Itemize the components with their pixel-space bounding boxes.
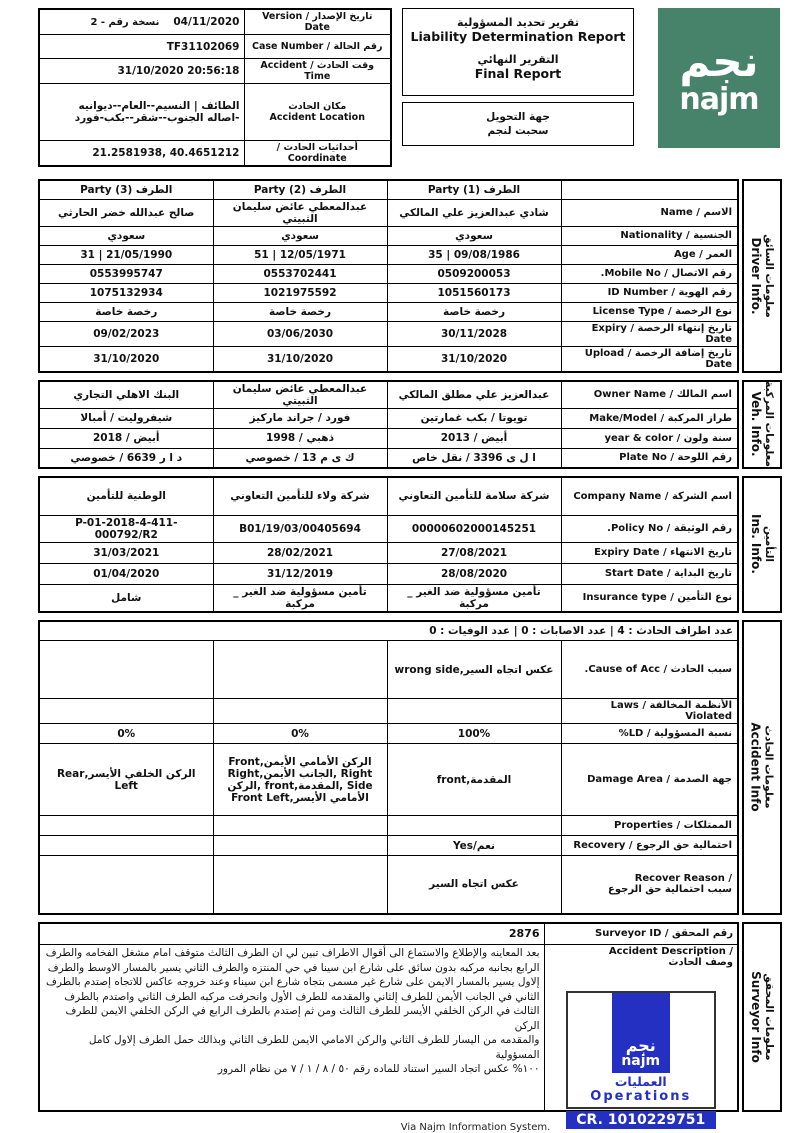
najm-logo-english-wordmark: najm (679, 82, 759, 117)
vehicle-plate-no-party3: د ا ر 6639 / خصوصي (39, 448, 213, 468)
accident-properties-party1 (387, 816, 561, 836)
accident-properties-party3 (39, 816, 213, 836)
transfer-box (402, 102, 634, 146)
accident-recover-reason-party1: عكس اتجاه السير (387, 856, 561, 914)
vehicle-caption-english: Veh. Info. (749, 391, 764, 457)
version-copy-number: نسخة رقم - 2 (90, 17, 160, 28)
accident-description-line: الثالث في الركن الخلفي الأيسر للطرف الثالث ومن ثم إصتدم بالطرف الرابع في الركن الخلفي الايمن للطرف الركن (65, 1005, 540, 1032)
footer-text: Via Najm Information System. (400, 1121, 551, 1133)
driver-caption-arabic: معلومات السائق (763, 233, 775, 318)
case-info-label-line: رقم الحالة / Case Number (252, 41, 383, 52)
accident-ld-percent-label: نسبة المسؤولية / LD% (561, 724, 738, 744)
insurance-start-date-row (39, 563, 738, 584)
case-info-table (38, 8, 392, 167)
accident-cause-row (39, 641, 738, 699)
driver-license-expiry-party1: 30/11/2028 (387, 321, 561, 346)
accident-laws-violated-party2 (213, 699, 387, 724)
driver-nationality-row (39, 226, 738, 245)
accident-description-line: بعد المعاينه والإطلاع والاستماع الى أقوال الاطراف تبين لي ان الطرف الثالث متوقف امام مشغل الفخامه والطرف (45, 947, 540, 959)
driver-nationality-party3: سعودي (39, 226, 213, 245)
accident-laws-violated-row (39, 699, 738, 724)
accident-recover-reason-party3 (39, 856, 213, 914)
vehicle-info-caption (742, 380, 782, 470)
accident-ld-percent-party3: 0% (39, 724, 213, 744)
insurance-company-name-party1: شركة سلامة للتأمين التعاوني (387, 477, 561, 515)
vehicle-info-table (38, 380, 739, 470)
insurance-info-table (38, 476, 739, 613)
driver-caption-english: Driver Info. (749, 237, 763, 315)
report-subtitle-english: Final Report (474, 66, 562, 81)
accident-description-label-arabic: وصف الحادث (668, 957, 733, 968)
insurance-info-caption (742, 476, 782, 613)
driver-age-party1: 35 | 09/08/1986 (387, 245, 561, 264)
surveyor-caption-english: Surveyor Info (749, 970, 764, 1063)
driver-age-row (39, 245, 738, 264)
party-header-empty (561, 180, 738, 199)
driver-mobile-row (39, 264, 738, 283)
vehicle-owner-name-party1: عبدالعزيز علي مطلق المالكي (387, 381, 561, 409)
accident-damage-area-label: جهة الصدمة / Damage Area (561, 744, 738, 816)
insurance-company-name-label: اسم الشركة / Company Name (561, 477, 738, 515)
accident-info-section (38, 620, 780, 915)
insurance-ins-expiry-party2: 28/02/2021 (213, 542, 387, 563)
report-title-english: Liability Determination Report (410, 29, 626, 44)
report-title-arabic: تقرير تحديد المسؤولية (457, 16, 579, 29)
accident-recover-reason-row (39, 856, 738, 914)
vehicle-make-model-party2: فورد / جراند ماركيز (213, 408, 387, 428)
vehicle-caption-arabic: معلومات المركبة (763, 381, 776, 468)
vehicle-make-model-label: طراز المركبة / Make/Model (561, 408, 738, 428)
driver-upload-date-party2: 31/10/2020 (213, 346, 387, 372)
driver-upload-date-row (39, 346, 738, 372)
najm-logo (658, 8, 780, 148)
insurance-policy-no-party1: 00000602000145251 (387, 515, 561, 542)
accident-caption-arabic: معلومات الحادث (763, 725, 776, 809)
driver-mobile-party2: 0553702441 (213, 264, 387, 283)
insurance-policy-no-party2: B01/19/03/00405694 (213, 515, 387, 542)
insurance-ins-expiry-label: تاريخ الانتهاء / Expiry Date (561, 542, 738, 563)
accident-counts-row (39, 621, 738, 641)
vehicle-owner-name-label: اسم المالك / Owner Name (561, 381, 738, 409)
accident-description-line: والمقدمه من اليسار للطرف الثاني والركن الامامي الايمن للطرف الثاني وبذالك حمل الطرف إلاول كامل المسؤولية (88, 1034, 540, 1061)
insurance-company-name-party2: شركة ولاء للتأمين التعاوني (213, 477, 387, 515)
driver-id-number-label: رقم الهوية / ID Number (561, 283, 738, 302)
accident-description-line: الرابع بجانبه مركبه بدون سائق على شارع ابن سينا في حي المنتزه والطرف الثاني يسير بالمسار الاوسط والطرف (47, 961, 540, 974)
insurance-ins-expiry-row (39, 542, 738, 563)
vehicle-owner-name-party3: البنك الاهلي التجاري (39, 381, 213, 409)
party3-header: الطرف (3) Party (39, 180, 213, 199)
insurance-caption-arabic: التأمين (763, 526, 776, 563)
case-info-row (39, 141, 391, 167)
accident-description-label-cell (544, 945, 738, 1128)
accident-damage-area-party3: الركن الخلفي الأيسر,Rear Left (39, 744, 213, 816)
stamp-najm-english: najm (621, 1053, 661, 1069)
vehicle-year-color-row (39, 428, 738, 448)
accident-info-table (38, 620, 739, 915)
case-info-label (244, 59, 391, 84)
accident-caption-english: Accident Info (749, 722, 764, 812)
accident-laws-violated-party1 (387, 699, 561, 724)
stamp-najm-arabic: نجم (625, 1036, 656, 1055)
driver-name-party1: شادي عبدالعزيز علي المالكي (387, 199, 561, 226)
accident-properties-label: الممتلكات / Properties (561, 816, 738, 836)
accident-damage-area-row (39, 744, 738, 816)
vehicle-year-color-party2: ذهبي / 1998 (213, 428, 387, 448)
stamp-operations-english: Operations (590, 1089, 692, 1104)
case-info-label-line: أحداثيات الحادث / Coordinate (276, 142, 358, 164)
driver-age-party3: 31 | 21/05/1990 (39, 245, 213, 264)
insurance-info-section (38, 476, 780, 613)
report-title-area (402, 8, 634, 146)
driver-upload-date-party1: 31/10/2020 (387, 346, 561, 372)
accident-recovery-label: احتمالية حق الرجوع / Recovery (561, 836, 738, 856)
stamp-cr-number: CR. 1010229751 (566, 1111, 716, 1129)
driver-license-type-party3: رخصة خاصة (39, 302, 213, 321)
surveyor-id-value: 2876 (39, 923, 544, 945)
accident-cause-party3 (39, 641, 213, 699)
insurance-company-name-party3: الوطنية للتأمين (39, 477, 213, 515)
accident-properties-row (39, 816, 738, 836)
accident-ld-percent-row (39, 724, 738, 744)
accident-recovery-party3 (39, 836, 213, 856)
vehicle-year-color-label: سنة ولون / year & color (561, 428, 738, 448)
driver-age-label: العمر / Age (561, 245, 738, 264)
vehicle-owner-name-party2: عبدالمعطي عائض سليمان الثبيتي (213, 381, 387, 409)
driver-upload-date-label: تاريخ إضافة الرخصة / Upload Date (561, 346, 738, 372)
case-info-value: TF31102069 (39, 35, 244, 59)
case-info-label (244, 84, 391, 141)
accident-cause-party1: عكس اتجاه السير,wrong side (387, 641, 561, 699)
case-info-row (39, 35, 391, 59)
driver-age-party2: 51 | 12/05/1971 (213, 245, 387, 264)
accident-description-line: الثاني في الجانب الأيمن للطرف إلثاني والمقدمه للطرف الأول وانحرفت مركبه الطرف الثاني واصتدم بالطرف (64, 990, 540, 1003)
vehicle-year-color-party1: أبيض / 2013 (387, 428, 561, 448)
vehicle-plate-no-party1: ا ل ى 3396 / نقل خاص (387, 448, 561, 468)
driver-license-type-party1: رخصة خاصة (387, 302, 561, 321)
case-info-label-line: وقت الحادث / Accident Time (260, 60, 375, 82)
insurance-policy-no-party3: P-01-2018-4-411-000792/R2 (39, 515, 213, 542)
case-info-label-line: مكان الحادث (288, 101, 347, 112)
accident-description-label-english: Accident Description / (608, 946, 733, 957)
driver-name-row (39, 199, 738, 226)
vehicle-year-color-party3: أبيض / 2018 (39, 428, 213, 448)
report-header (38, 8, 780, 167)
driver-license-type-row (39, 302, 738, 321)
version-date-value: 04/11/2020 (173, 16, 240, 28)
driver-name-party2: عبدالمعطي عائض سليمان الثبيتي (213, 199, 387, 226)
case-info-row (39, 59, 391, 84)
surveyor-id-row (39, 923, 738, 945)
accident-recover-reason-party2 (213, 856, 387, 914)
insurance-ins-expiry-party3: 31/03/2021 (39, 542, 213, 563)
insurance-insurance-type-party3: شامل (39, 584, 213, 612)
case-info-value: 31/10/2020 20:56:18 (39, 59, 244, 84)
insurance-start-date-party2: 31/12/2019 (213, 563, 387, 584)
stamp-operations-arabic: العمليات (614, 1074, 667, 1089)
driver-nationality-party1: سعودي (387, 226, 561, 245)
accident-laws-violated-label: الأنظمة المخالفة / Laws Violated (561, 699, 738, 724)
accident-recover-reason-label-arabic: سبب احتمالية حق الرجوع (608, 884, 732, 896)
case-info-label (244, 35, 391, 59)
party2-header: الطرف (2) Party (213, 180, 387, 199)
driver-nationality-party2: سعودي (213, 226, 387, 245)
driver-id-number-party1: 1051560173 (387, 283, 561, 302)
driver-mobile-party1: 0509200053 (387, 264, 561, 283)
insurance-start-date-party1: 28/08/2020 (387, 563, 561, 584)
case-info-row (39, 9, 391, 35)
accident-cause-party2 (213, 641, 387, 699)
accident-ld-percent-party1: 100% (387, 724, 561, 744)
driver-name-label: الاسم / Name (561, 199, 738, 226)
vehicle-info-section (38, 380, 780, 470)
case-info-label (244, 9, 391, 35)
driver-id-number-party3: 1075132934 (39, 283, 213, 302)
driver-license-expiry-label: تاريخ إنتهاء الرخصة / Expiry Date (561, 321, 738, 346)
report-title-box (402, 8, 634, 96)
vehicle-plate-no-row (39, 448, 738, 468)
accident-damage-area-party1: المقدمة,front (387, 744, 561, 816)
driver-info-table (38, 179, 739, 373)
vehicle-plate-no-label: رقم اللوحة / Plate No (561, 448, 738, 468)
accident-properties-party2 (213, 816, 387, 836)
surveyor-id-label: رقم المحقق / Surveyor ID (544, 923, 738, 945)
insurance-insurance-type-row (39, 584, 738, 612)
accident-description-text (39, 945, 544, 1111)
case-info-value: الطائف | النسيم--العام--ديوانيه -اصاله الجنوب--شقر--بكب-فورد (39, 84, 244, 141)
surveyor-info-caption (742, 922, 782, 1112)
accident-recovery-row (39, 836, 738, 856)
insurance-caption-english: Ins. Info. (749, 514, 764, 575)
insurance-policy-no-label: رقم الوثيقة / Policy No. (561, 515, 738, 542)
driver-license-expiry-row (39, 321, 738, 346)
accident-laws-violated-party3 (39, 699, 213, 724)
najm-stamp-logo (612, 993, 670, 1073)
driver-info-section (38, 179, 780, 373)
case-info-label (244, 141, 391, 167)
accident-recovery-party2 (213, 836, 387, 856)
insurance-insurance-type-party1: تأمين مسؤولية ضد الغير _ مركبة (387, 584, 561, 612)
accident-counts: عدد اطراف الحادث : 4 | عدد الاصابات : 0 | عدد الوفيات : 0 (39, 621, 738, 641)
accident-info-caption (742, 620, 782, 915)
case-info-value (39, 9, 244, 35)
vehicle-make-model-party3: شيفروليت / أمبالا (39, 408, 213, 428)
vehicle-make-model-row (39, 408, 738, 428)
insurance-policy-no-row (39, 515, 738, 542)
accident-recover-reason-label (561, 856, 738, 914)
accident-description-line: إلاول يسير بالمسار الايمن على شارع غير مسمى بتجاه شارع ابن سيناء وعند خروجه عاكس للاتجاه إصتدم بالطرف (46, 976, 540, 988)
insurance-ins-expiry-party1: 27/08/2021 (387, 542, 561, 563)
accident-description-row (39, 945, 738, 1111)
report-subtitle-arabic: التقرير النهائي (477, 53, 559, 66)
driver-upload-date-party3: 31/10/2020 (39, 346, 213, 372)
insurance-insurance-type-party2: تأمين مسؤولية ضد الغير _ مركبة (213, 584, 387, 612)
insurance-start-date-party3: 01/04/2020 (39, 563, 213, 584)
driver-id-number-row (39, 283, 738, 302)
case-info-row (39, 84, 391, 141)
driver-mobile-party3: 0553995747 (39, 264, 213, 283)
insurance-company-name-row (39, 477, 738, 515)
driver-info-caption (742, 179, 782, 373)
driver-id-number-party2: 1021975592 (213, 283, 387, 302)
case-info-value: 21.2581938, 40.4651212 (39, 141, 244, 167)
driver-license-type-label: نوع الرخصة / License Type (561, 302, 738, 321)
vehicle-owner-name-row (39, 381, 738, 409)
driver-license-expiry-party3: 09/02/2023 (39, 321, 213, 346)
accident-ld-percent-party2: 0% (213, 724, 387, 744)
surveyor-caption-arabic: معلومات المحقق (763, 972, 776, 1061)
transfer-value: سحبت لنجم (487, 125, 549, 137)
driver-mobile-label: رقم الاتصال / Mobile No. (561, 264, 738, 283)
driver-name-party3: صالح عبدالله خضر الحارثي (39, 199, 213, 226)
vehicle-make-model-party1: تويوتا / بكب غمارتين (387, 408, 561, 428)
accident-cause-label: سبب الحادث / Cause of Acc. (561, 641, 738, 699)
transfer-label: جهة التحويل (486, 111, 550, 123)
insurance-start-date-label: تاريخ البداية / Start Date (561, 563, 738, 584)
accident-damage-area-party2: الركن الأمامي الأيمن,Front Right ,الجانب الأيمن,Right Side ,المقدمة,front ,الركن الأمامي الأيسر,Front Left (213, 744, 387, 816)
stamp-box (566, 991, 716, 1109)
party1-header: الطرف (1) Party (387, 180, 561, 199)
party-header-row (39, 180, 738, 199)
accident-recover-reason-label-english: Recover Reason / (634, 873, 732, 885)
accident-description-line: ١٠٠% عكس اتجاد السير استناد للماده رقم ٥٠ / ٨ / ١ / ٧ من نظام المرور (217, 1063, 540, 1075)
driver-license-expiry-party2: 03/06/2030 (213, 321, 387, 346)
vehicle-plate-no-party2: ك ى م 13 / خصوصي (213, 448, 387, 468)
insurance-insurance-type-label: نوع التأمين / Insurance type (561, 584, 738, 612)
case-info-label-line: تاريخ الإصدار / Version Date (262, 11, 373, 33)
najm-operations-stamp (566, 991, 716, 1129)
najm-logo-arabic-wordmark: نجم (679, 37, 759, 86)
driver-nationality-label: الجنسية / Nationality (561, 226, 738, 245)
case-info-label-line: Accident Location (269, 112, 365, 123)
driver-license-type-party2: رخصة خاصة (213, 302, 387, 321)
accident-recovery-party1: نعم/Yes (387, 836, 561, 856)
